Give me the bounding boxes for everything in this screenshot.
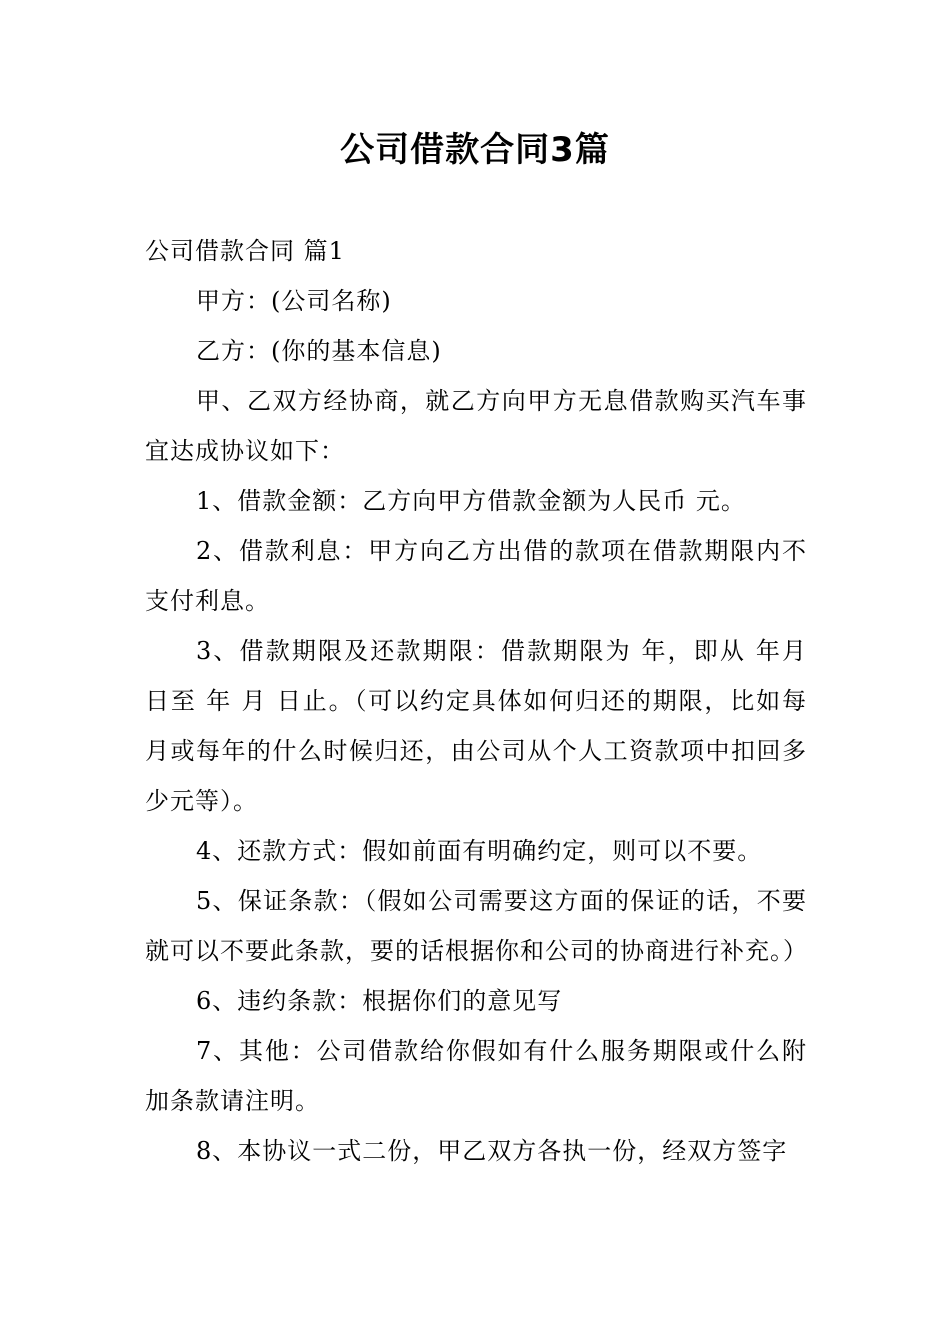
party-b-line: 乙方：(你的基本信息) — [196, 337, 442, 365]
clause-loan-interest: 2、借款利息：甲方向乙方出借的款项在借款期限内不支付利息。 — [145, 537, 807, 615]
document-body — [145, 226, 807, 1176]
party-a-line: 甲方：(公司名称) — [196, 287, 392, 315]
clause-loan-amount: 1、借款金额：乙方向甲方借款金额为人民币 元。 — [196, 487, 746, 515]
clause-loan-term: 3、借款期限及还款期限：借款期限为 年，即从 年月 日至 年 月 日止。（可以约定具体如何归还的期限，比如每月或每年的什么时候归还，由公司从个人工资款项中扣回多少元等）。 — [145, 637, 807, 815]
clause-guarantee: 5、保证条款：（假如公司需要这方面的保证的话，不要就可以不要此条款，要的话根据你和公司的协商进行补充。） — [145, 887, 808, 965]
section-heading: 公司借款合同 篇1 — [145, 237, 345, 265]
clause-other: 7、其他：公司借款给你假如有什么服务期限或什么附加条款请注明。 — [145, 1037, 807, 1115]
clause-repayment-method: 4、还款方式：假如前面有明确约定，则可以不要。 — [196, 837, 763, 865]
agreement-intro: 甲、乙双方经协商，就乙方向甲方无息借款购买汽车事宜达成协议如下： — [145, 387, 807, 465]
clause-copies: 8、本协议一式二份，甲乙双方各执一份，经双方签字 — [196, 1137, 788, 1165]
document-title: 公司借款合同3篇 — [340, 130, 610, 170]
clause-breach: 6、违约条款：根据你们的意见写 — [196, 987, 563, 1015]
